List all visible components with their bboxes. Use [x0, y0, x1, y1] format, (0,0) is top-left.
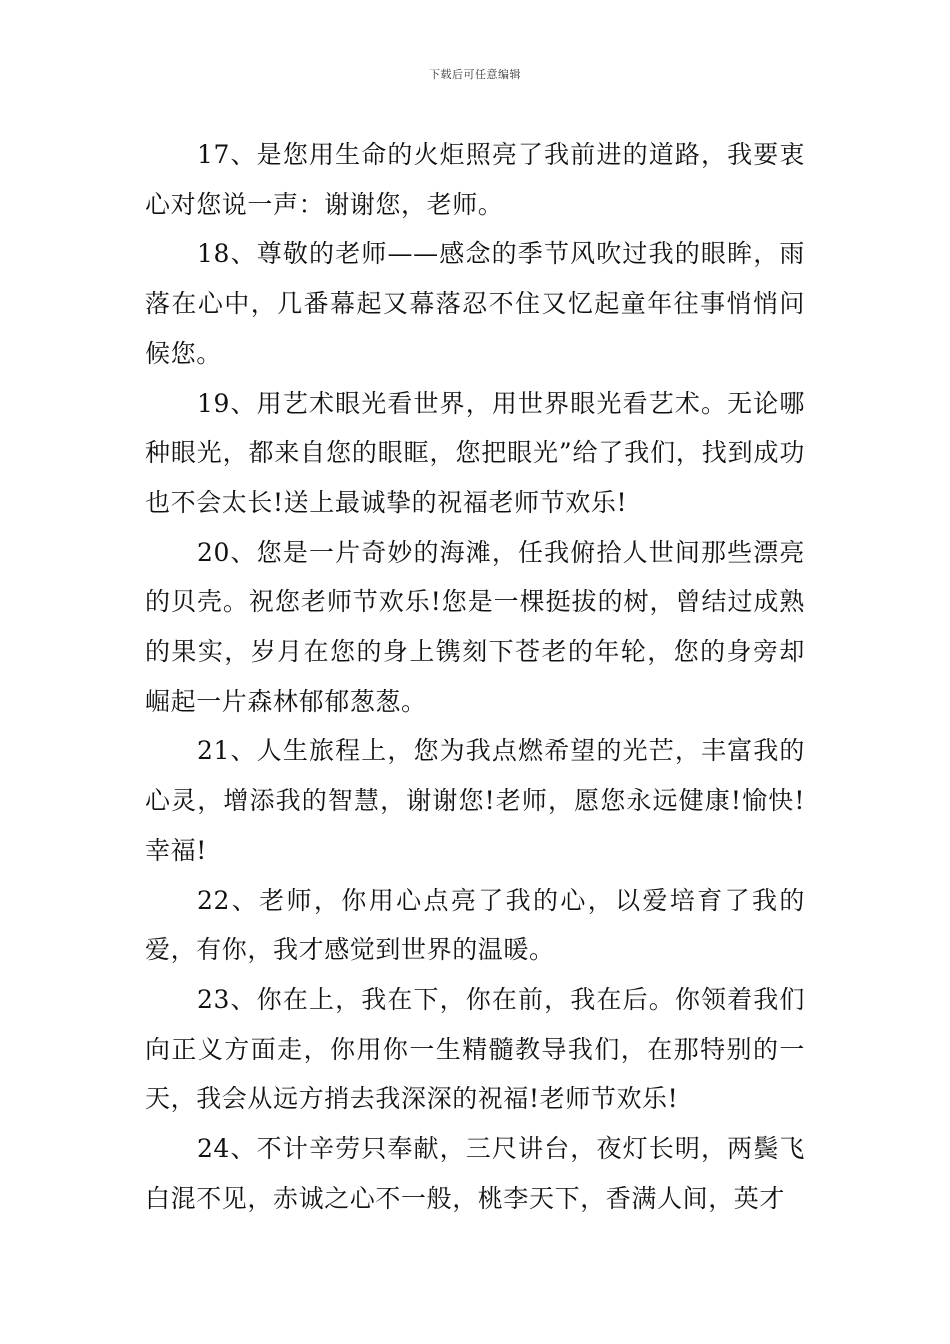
paragraph-17: 17、是您用生命的火炬照亮了我前进的道路，我要衷心对您说一声：谢谢您，老师。	[145, 140, 805, 219]
paragraph-21: 21、人生旅程上，您为我点燃希望的光芒，丰富我的心灵，增添我的智慧，谢谢您!老师，愿您永远健康!愉快!幸福!	[145, 736, 805, 865]
paragraph-19: 19、用艺术眼光看世界，用世界眼光看艺术。无论哪种眼光，都来自您的眼眶，您把眼光”给了我们，找到成功也不会太长!送上最诚挚的祝福老师节欢乐!	[145, 388, 805, 517]
paragraph-23: 23、你在上，我在下，你在前，我在后。你领着我们向正义方面走，你用你一生精髓教导我们，在那特别的一天，我会从远方捎去我深深的祝福!老师节欢乐!	[145, 984, 805, 1114]
document-body	[145, 130, 805, 1223]
header-note: 下载后可任意编辑	[429, 68, 521, 81]
paragraph-24: 24、不计辛劳只奉献，三尺讲台，夜灯长明，两鬓飞白混不见，赤诚之心不一般，桃李天下，香满人间，英才	[145, 1134, 805, 1213]
paragraph-18: 18、尊敬的老师——感念的季节风吹过我的眼眸，雨落在心中，几番幕起又幕落忍不住又忆起童年往事悄悄问候您。	[145, 239, 805, 368]
paragraph-22: 22、老师，你用心点亮了我的心，以爱培育了我的爱，有你，我才感觉到世界的温暖。	[145, 885, 805, 965]
paragraph-20: 20、您是一片奇妙的海滩，任我俯拾人世间那些漂亮的贝壳。祝您老师节欢乐!您是一棵挺拔的树，曾结过成熟的果实，岁月在您的身上镌刻下苍老的年轮，您的身旁却崛起一片森林郁郁葱葱。	[145, 537, 805, 716]
